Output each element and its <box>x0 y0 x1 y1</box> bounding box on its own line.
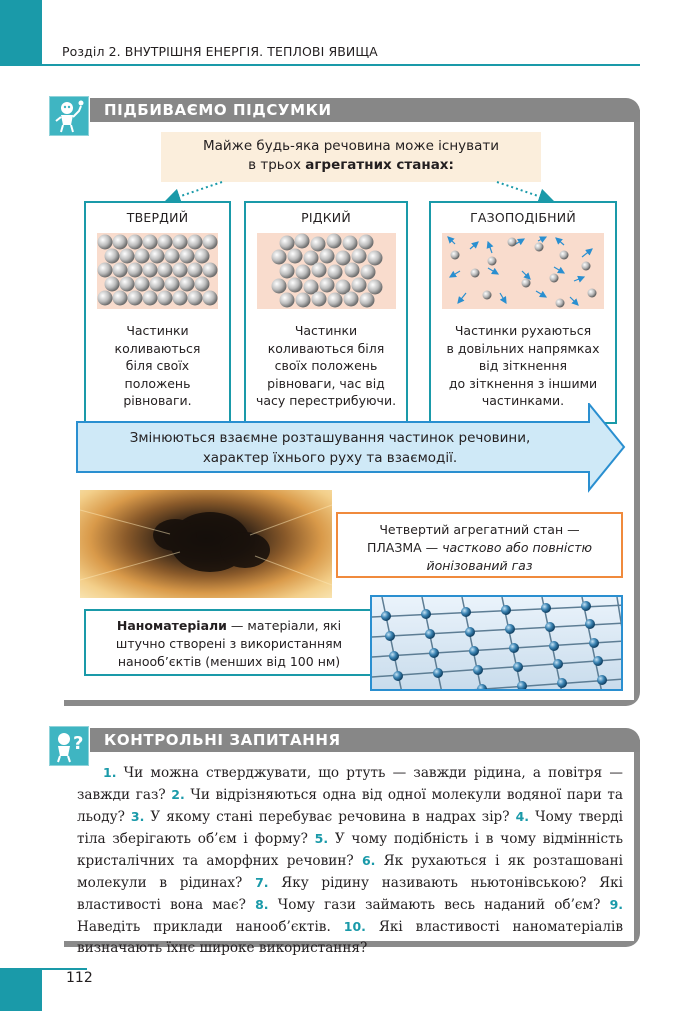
lead-line-1: Майже будь-яка речовина може існувати <box>202 138 500 154</box>
question-text: У якому стані перебуває речовина в надрах зір? <box>144 809 516 825</box>
question-number: 8. <box>255 897 269 912</box>
question-text: Наведіть приклади нанооб’єктів. <box>77 919 344 935</box>
svg-text:?: ? <box>73 733 84 754</box>
plasma-description: Четвертий агрегатний стан — ПЛАЗМА — частково або повністю йонізований газ <box>336 512 623 578</box>
state-title-liquid: РІДКИЙ <box>301 210 351 225</box>
chapter-header: Розділ 2. ВНУТРІШНЯ ЕНЕРГІЯ. ТЕПЛОВІ ЯВИЩА <box>62 44 378 59</box>
question-number: 5. <box>314 831 329 846</box>
state-card-solid <box>84 201 231 424</box>
question-text: У чому подібність і в чому відмінність кристалічних та аморфних речовин? <box>77 831 623 869</box>
question-text: Яку рідину називають ньютонівською? Які властивості вона має? <box>77 875 623 913</box>
question-number: 10. <box>343 919 366 934</box>
lead-connectors <box>0 0 695 220</box>
question-text: Чи відрізняються одна від одної молекули водяної пари та льоду? <box>77 787 623 825</box>
question-number: 3. <box>130 809 145 824</box>
question-text: Чому гази займають весь наданий об’єм? <box>268 897 610 913</box>
plasma-image <box>80 490 332 598</box>
lead-line-2: в трьох агрегатних станах: <box>248 157 454 173</box>
questions-text <box>77 762 623 959</box>
state-title-gas: ГАЗОПОДІБНИЙ <box>470 210 576 225</box>
question-number: 2. <box>171 787 185 802</box>
state-card-gas <box>429 201 617 424</box>
question-text: Як рухаються і як розташовані молекули в рідинах? <box>77 853 623 891</box>
state-text-liquid: Частинки коливаються біля своїх положень рівноваги, час від часу перестрибуючи. <box>255 323 397 408</box>
page-number: 112 <box>66 970 93 986</box>
question-number: 9. <box>609 897 624 912</box>
state-text-gas: Частинки рухаються в довільних напрямках від зіткнення до зіткнення з іншими частинками. <box>446 323 600 408</box>
question-text: Чому тверді тіла зберігають об’єм і форму? <box>77 809 623 847</box>
summary-title: ПІДБИВАЄМО ПІДСУМКИ <box>90 98 640 122</box>
connector-solid <box>172 182 222 199</box>
question-number: 4. <box>515 809 530 824</box>
footer-color-tab <box>0 968 42 1011</box>
nanomaterials-description: Наноматеріали — матеріали, які штучно створені з використанням нанооб’єктів (менших від 100 нм) <box>84 609 374 676</box>
gas-particles-image <box>442 233 604 309</box>
state-title-solid: ТВЕРДИЙ <box>126 210 189 225</box>
questions-title: КОНТРОЛЬНІ ЗАПИТАННЯ <box>90 728 640 752</box>
question-text: Чи можна стверджувати, що ртуть — завжди рідина, а повітря — завжди газ? <box>77 765 623 803</box>
connector-gas <box>497 182 547 199</box>
question-text: Які властивості наноматеріалів визначають їхнє широке використання? <box>77 919 623 956</box>
nanostructure-image <box>370 595 623 691</box>
question-number: 6. <box>361 853 376 868</box>
question-figure-icon <box>49 726 89 766</box>
state-text-solid: Частинки коливаються біля своїх положень рівноваги. <box>114 323 201 408</box>
changes-arrow-text: Змінюються взаємне розташування частинок речовини, характер їхнього руху та взаємодії. <box>129 430 531 466</box>
question-number: 1. <box>103 765 117 780</box>
solid-particles-image <box>97 233 218 309</box>
state-card-liquid <box>244 201 408 424</box>
liquid-particles-image <box>257 233 396 309</box>
question-number: 7. <box>255 875 269 890</box>
